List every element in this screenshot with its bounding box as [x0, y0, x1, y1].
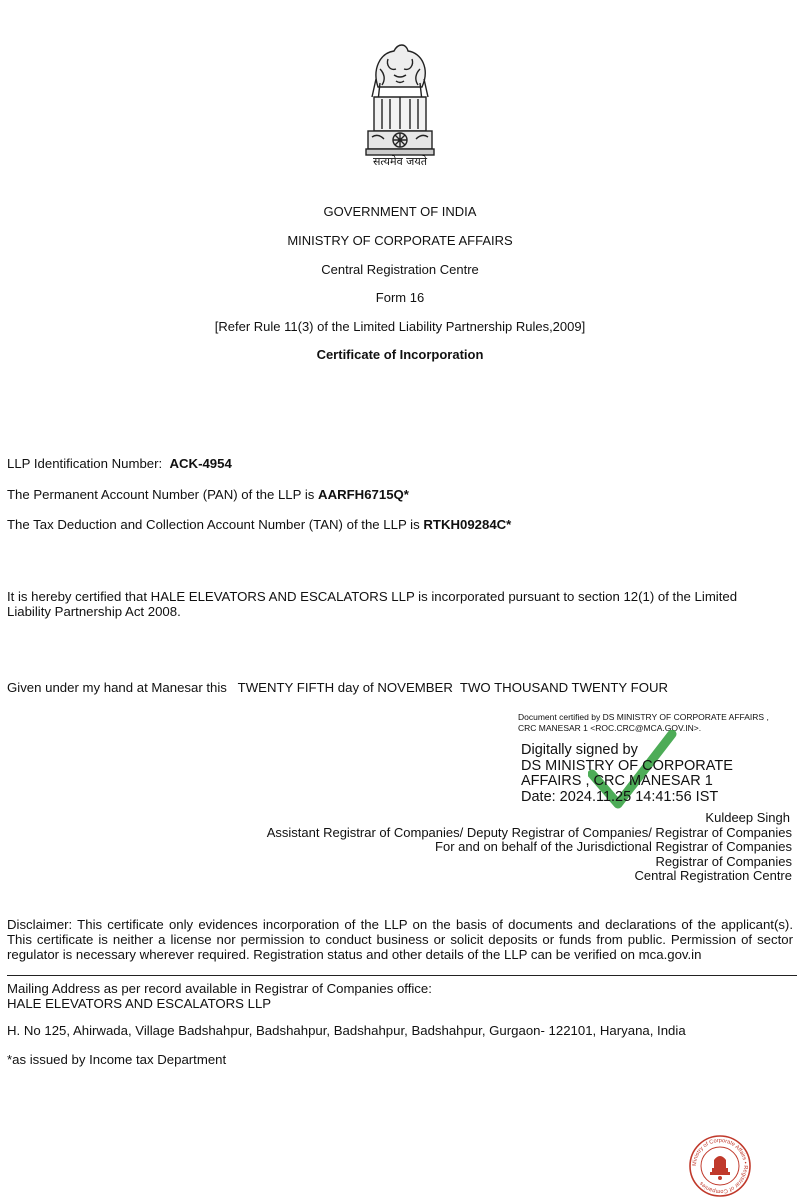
signatory-name: Kuldeep Singh — [705, 810, 790, 825]
mailing-llp-name: HALE ELEVATORS AND ESCALATORS LLP — [7, 996, 272, 1011]
pan-value: AARFH6715Q* — [318, 487, 409, 502]
tan-label: The Tax Deduction and Collection Account Number (TAN) of the LLP is — [7, 517, 420, 532]
emblem-motto: सत्यमेव जयते — [372, 155, 427, 168]
mailing-address: H. No 125, Ahirwada, Village Badshahpur, Badshahpur, Badshahpur, Badshahpur, Gurgaon- 122101, Haryana, India — [7, 1023, 686, 1038]
tan-value: RTKH09284C* — [423, 517, 512, 532]
header-form: Form 16 — [375, 290, 425, 305]
registrar-seal-icon — [688, 1134, 752, 1198]
signatory-registrar: Registrar of Companies — [655, 854, 792, 869]
header-government: GOVERNMENT OF INDIA — [323, 204, 477, 219]
digital-signature-block — [521, 743, 733, 805]
signed-by-label: Digitally signed by — [521, 742, 638, 758]
signature-date: Date: 2024.11.25 14:41:56 IST — [521, 788, 719, 805]
llpin-label: LLP Identification Number: — [7, 456, 163, 471]
signatory-centre: Central Registration Centre — [634, 868, 792, 883]
mailing-address-block — [7, 981, 432, 1011]
digital-certification-note: Document certified by DS MINISTRY OF CORPORATE AFFAIRS , CRC MANESAR 1 <ROC.CRC@MCA.GOV.IN>. — [518, 712, 769, 733]
seal-ring-text: Ministry of Corporate Affairs • Registrar of Companies — [691, 1137, 749, 1195]
disclaimer — [7, 917, 793, 963]
divider — [7, 975, 797, 976]
header-rule-reference: [Refer Rule 11(3) of the Limited Liability Partnership Rules,2009] — [214, 319, 586, 334]
pan-tan-footnote: *as issued by Income tax Department — [7, 1052, 227, 1067]
header-centre: Central Registration Centre — [321, 262, 479, 277]
mca-link[interactable]: mca.gov.in — [638, 947, 702, 963]
mailing-label: Mailing Address as per record available in Registrar of Companies office: — [7, 981, 432, 996]
disclaimer-text: Disclaimer: This certificate only evidences incorporation of the LLP on the basis of documents and declarations of the applicant(s). This certificate is neither a license nor permission to conduct business or solicit deposits or funds from public. Permission of sector regulator is necessary wherever required. Registration status and other details of the LLP can be verified on — [7, 917, 793, 963]
tan-line — [7, 517, 511, 532]
given-under-hand: Given under my hand at Manesar this TWENTY FIFTH day of NOVEMBER TWO THOUSAND TWENTY FOUR — [7, 680, 668, 695]
signatory-on-behalf: For and on behalf of the Jurisdictional Registrar of Companies — [435, 839, 792, 854]
signatory-role: Assistant Registrar of Companies/ Deputy Registrar of Companies/ Registrar of Companies — [266, 825, 792, 840]
llpin-value: ACK-4954 — [169, 456, 232, 471]
signer-line-2: AFFAIRS , CRC MANESAR 1 — [521, 773, 713, 789]
llpin-line — [7, 456, 232, 471]
pan-label: The Permanent Account Number (PAN) of the LLP is — [7, 487, 315, 502]
certification-statement: It is hereby certified that HALE ELEVATORS AND ESCALATORS LLP is incorporated pursuant to section 12(1) of the Limited Liability Partnership Act 2008. — [7, 589, 738, 619]
certificate-title: Certificate of Incorporation — [316, 347, 484, 362]
header-ministry: MINISTRY OF CORPORATE AFFAIRS — [287, 233, 513, 248]
signer-line-1: DS MINISTRY OF CORPORATE — [521, 757, 733, 774]
pan-line — [7, 487, 409, 502]
